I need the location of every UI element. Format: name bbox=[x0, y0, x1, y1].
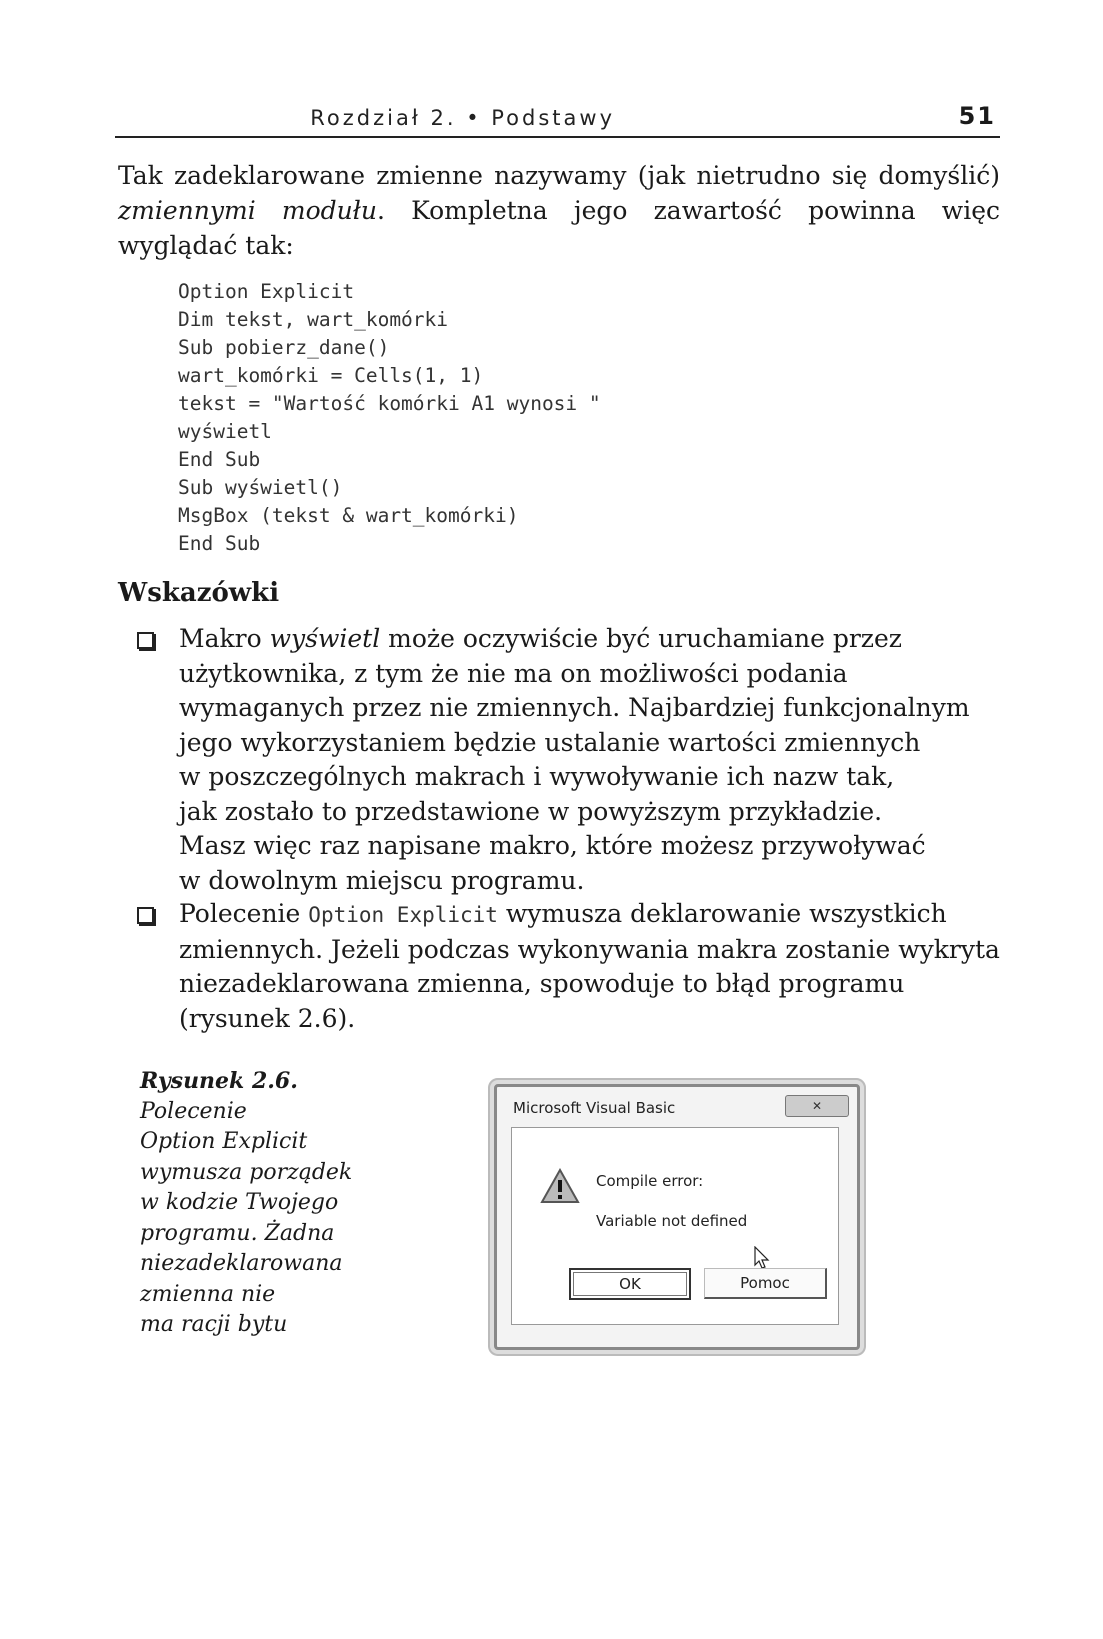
tip-line: Makro wyświetl może oczywiście być uruchamiane przez bbox=[179, 624, 902, 653]
dialog-title: Microsoft Visual Basic bbox=[513, 1099, 676, 1117]
ok-button[interactable]: OK bbox=[569, 1268, 691, 1300]
tip-line: (rysunek 2.6). bbox=[179, 1003, 356, 1033]
caption-line: wymusza porządek bbox=[140, 1159, 353, 1185]
intro-text-b: . Kompletna jego zawartość powinna więc wyglądać tak: bbox=[118, 196, 1000, 260]
caption-title: Rysunek 2.6. bbox=[140, 1068, 298, 1094]
tip-text bbox=[179, 622, 999, 898]
page-header bbox=[115, 96, 1000, 138]
caption-line: niezadeklarowana bbox=[140, 1251, 343, 1276]
caption-line: Polecenie bbox=[140, 1098, 247, 1124]
caption-line: ma racji bytu bbox=[140, 1312, 288, 1337]
caption-line: programu. Żadna bbox=[140, 1220, 335, 1246]
caption-line: Option Explicit bbox=[140, 1129, 308, 1154]
tip-line: wymaganych przez nie zmiennych. Najbardziej funkcjonalnym bbox=[179, 693, 970, 722]
code-line: Dim tekst, wart_komórki bbox=[178, 308, 449, 331]
checkbox-bullet-icon bbox=[137, 632, 154, 649]
inline-code: Option Explicit bbox=[308, 903, 498, 927]
tip-line: w poszczególnych makrach i wywoływanie ich nazw tak, bbox=[179, 762, 895, 791]
code-line: wart_komórki = Cells(1, 1) bbox=[178, 364, 484, 387]
code-line: End Sub bbox=[178, 448, 261, 471]
page-number: 51 bbox=[958, 102, 996, 130]
tip-line: niezadeklarowana zmienna, spowoduje to błąd programu bbox=[179, 969, 905, 998]
intro-term: zmiennymi modułu bbox=[118, 196, 377, 225]
caption-line: w kodzie Twojego bbox=[140, 1190, 339, 1215]
section-title: Wskazówki bbox=[118, 578, 280, 608]
code-line: wyświetl bbox=[178, 420, 272, 443]
help-button[interactable]: Pomoc bbox=[704, 1268, 827, 1299]
code-line: End Sub bbox=[178, 532, 261, 555]
close-icon: ✕ bbox=[811, 1099, 823, 1113]
close-button[interactable] bbox=[785, 1095, 849, 1117]
error-dialog bbox=[494, 1084, 860, 1350]
tip-line: Masz więc raz napisane makro, które możesz przywoływać bbox=[179, 831, 926, 860]
checkbox-bullet-icon bbox=[137, 907, 154, 924]
code-line: MsgBox (tekst & wart_komórki) bbox=[178, 504, 519, 527]
code-line: Option Explicit bbox=[178, 280, 355, 303]
code-listing bbox=[178, 278, 601, 558]
tip-line: w dowolnym miejscu programu. bbox=[179, 865, 585, 895]
tip-line: zmiennych. Jeżeli podczas wykonywania makra zostanie wykryta bbox=[179, 934, 1000, 964]
error-message: Variable not defined bbox=[596, 1212, 748, 1230]
tip-line: jego wykorzystaniem będzie ustalanie wartości zmiennych bbox=[179, 727, 921, 757]
tip-line: jak zostało to przedstawione w powyższym przykładzie. bbox=[179, 796, 883, 826]
tip-text bbox=[179, 897, 999, 1036]
tip-line: użytkownika, z tym że nie ma on możliwości podania bbox=[179, 658, 848, 688]
code-line: Sub pobierz_dane() bbox=[178, 336, 390, 359]
code-line: Sub wyświetl() bbox=[178, 476, 343, 499]
code-line: tekst = "Wartość komórki A1 wynosi " bbox=[178, 392, 601, 415]
tip-line: Polecenie Option Explicit wymusza deklarowanie wszystkich bbox=[179, 899, 947, 928]
error-heading: Compile error: bbox=[596, 1172, 704, 1190]
figure-caption bbox=[140, 1066, 440, 1341]
warning-icon bbox=[540, 1168, 580, 1208]
caption-line: zmienna nie bbox=[140, 1281, 276, 1307]
running-head: Rozdział 2. • Podstawy bbox=[310, 106, 615, 130]
intro-text-a: Tak zadeklarowane zmienne nazywamy (jak nietrudno się domyślić) bbox=[118, 161, 1000, 190]
tip-term: wyświetl bbox=[269, 624, 381, 653]
intro-paragraph bbox=[118, 158, 1000, 263]
dialog-body bbox=[511, 1127, 839, 1325]
